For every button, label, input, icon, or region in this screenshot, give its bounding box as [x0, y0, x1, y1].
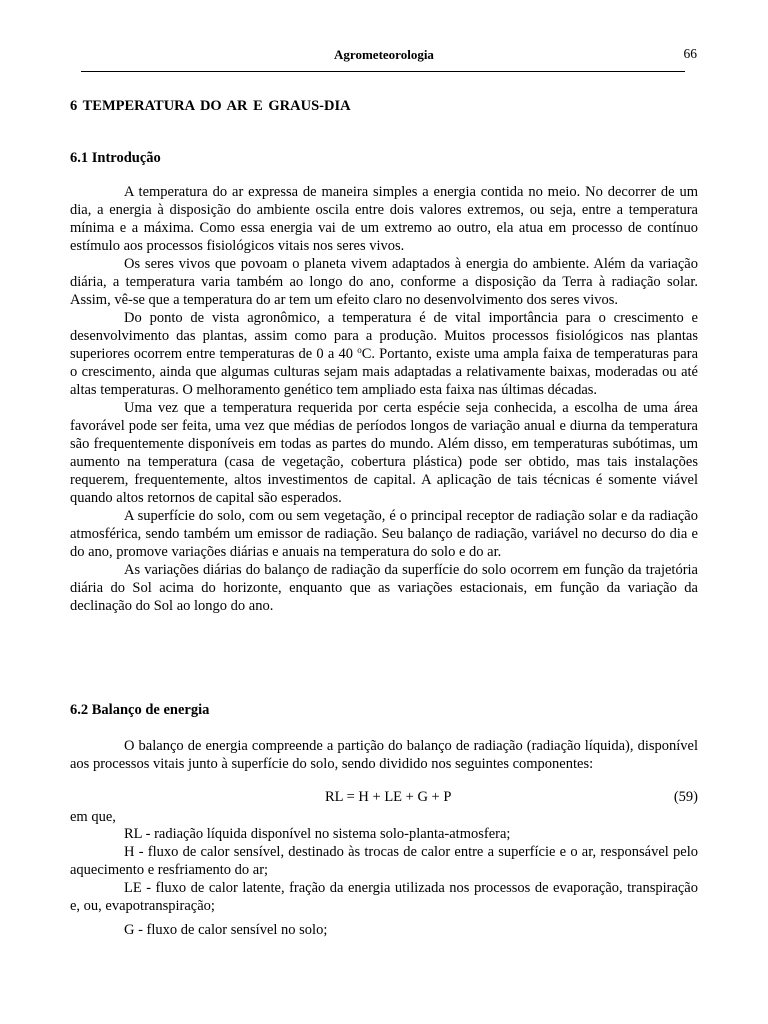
definition-item: LE - fluxo de calor latente, fração da energia utilizada nos processos de evaporação, transpiração e, ou, evapotranspiração;: [70, 880, 698, 914]
equation-row: [70, 789, 698, 809]
definition-item: RL - radiação líquida disponível no sistema solo-planta-atmosfera;: [124, 826, 511, 842]
section-balanco-body: [70, 737, 698, 773]
paragraph: O balanço de energia compreende a partição do balanço de radiação (radiação líquida), disponível aos processos vitais junto à superfície do solo, sendo dividido nos seguintes componentes:: [70, 738, 698, 772]
paragraph-text: Do ponto de vista agronômico, a temperatura é de vital importância para o crescimento e desenvolvimento das plantas, assim como para a produção. Muitos processos fisiológicos nas plantas superiores ocorrem entre temperaturas de 0 a 40: [70, 310, 698, 362]
chapter-title: 6 TEMPERATURA DO AR E GRAUS-DIA: [70, 98, 351, 114]
definitions-list: [70, 825, 698, 939]
paragraph: As variações diárias do balanço de radiação da superfície do solo ocorrem em função da trajetória diária do Sol acima do horizonte, enquanto que as variações estacionais, em função da variação da declinação do Sol ao longo do ano.: [70, 562, 698, 614]
degree-superscript: o: [357, 345, 362, 355]
em-que-label: em que,: [70, 809, 116, 825]
equation-number: (59): [673, 789, 698, 805]
section-title-introducao: 6.1 Introdução: [70, 150, 161, 166]
definition-item: H - fluxo de calor sensível, destinado às trocas de calor entre a superfície e o ar, responsável pelo aquecimento e resfriamento do ar;: [70, 844, 698, 878]
section-introducao-body: [70, 183, 698, 615]
paragraph: Uma vez que a temperatura requerida por certa espécie seja conhecida, a escolha de uma área favorável pode ser feita, uma vez que médias de períodos longos de variação anual e diurna da temperatura são frequentemente disponíveis em todas as partes do mundo. Além disso, em temperaturas subótimas, um aumento na temperatura (casa de vegetação, cobertura plástica) pode ser obtido, mas tais instalações requerem, frequentemente, altos investimentos de capital. A aplicação de tais técnicas é somente viável quando altos retornos de capital são esperados.: [70, 400, 698, 506]
header-rule: [81, 71, 685, 72]
paragraph: [70, 309, 698, 399]
paragraph: A temperatura do ar expressa de maneira simples a energia contida no meio. No decorrer de um dia, a energia à disposição do ambiente oscila entre dois valores extremos, ou seja, entre a temperatura mínima e a máxima. Como essa energia vai de um extremo ao outro, ela atua em processo de contínuo estímulo aos processos fisiológicos vitais nos seres vivos.: [70, 184, 698, 254]
definition-item: G - fluxo de calor sensível no solo;: [124, 922, 328, 938]
running-header-title: Agrometeorologia: [334, 47, 434, 62]
paragraph: Os seres vivos que povoam o planeta vivem adaptados à energia do ambiente. Além da variação diária, a temperatura varia também ao longo do ano, conforme a disposição da Terra à radiação solar. Assim, vê-se que a temperatura do ar tem um efeito claro no desenvolvimento dos seres vivos.: [70, 256, 698, 308]
section-title-balanco-energia: 6.2 Balanço de energia: [70, 702, 210, 718]
page-number: 66: [683, 46, 697, 61]
equation: RL = H + LE + G + P: [325, 789, 452, 805]
paragraph-text: C. Portanto, existe uma ampla faixa de temperaturas para o crescimento, ainda que algumas culturas sejam mais adaptadas a relativamente baixas, moderadas ou até altas temperaturas. O melhoramento genético tem ampliado esta faixa nas últimas décadas.: [70, 346, 698, 398]
paragraph: A superfície do solo, com ou sem vegetação, é o principal receptor de radiação solar e da radiação atmosférica, sendo também um emissor de radiação. Seu balanço de radiação, variável no decurso do dia e do ano, promove variações diárias e anuais na temperatura do solo e do ar.: [70, 508, 698, 560]
